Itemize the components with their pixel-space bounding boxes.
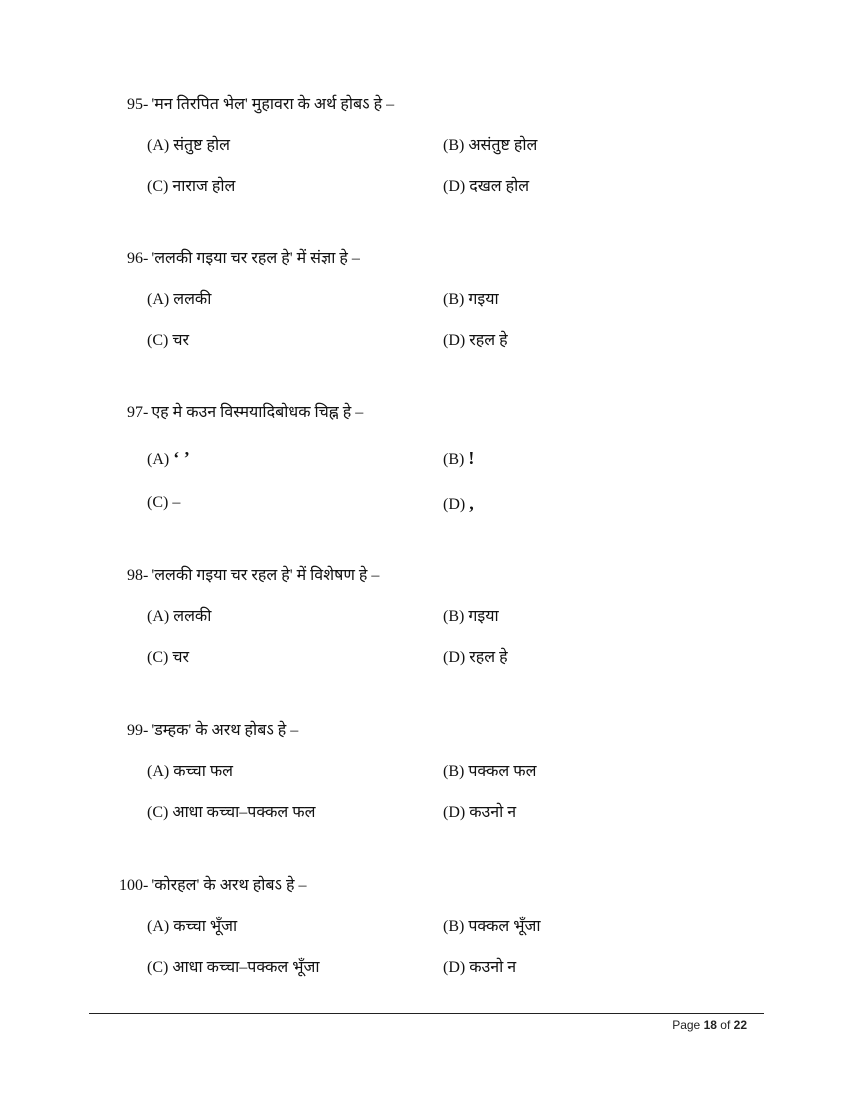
comma-symbol: , <box>469 493 474 513</box>
question-number: 98- <box>127 567 149 584</box>
question-stem <box>127 565 379 587</box>
page-label: Page <box>672 1018 701 1032</box>
option-label: (D) <box>443 332 466 349</box>
option-text: गइया <box>468 291 499 308</box>
option-c <box>147 492 180 514</box>
quote-marks-symbol: ‘ ’ <box>173 448 190 468</box>
question-98 <box>0 565 850 685</box>
question-text: एह मे कउन विस्मयादिबोधक चिह्न हे – <box>151 404 364 421</box>
question-text: 'डम्हक' के अरथ होबऽ हे – <box>151 722 299 739</box>
page-separator: of <box>720 1018 731 1032</box>
question-text: 'मन तिरपित भेल' मुहावरा के अर्थ होबऽ हे – <box>151 96 395 113</box>
option-label: (C) <box>147 178 169 195</box>
option-label: (C) <box>147 494 169 511</box>
option-d <box>443 492 474 516</box>
question-number: 96- <box>127 250 149 267</box>
option-b <box>443 135 537 157</box>
option-text: दखल होल <box>469 178 530 195</box>
option-b <box>443 289 499 311</box>
option-label: (A) <box>147 451 170 468</box>
question-97 <box>0 402 850 522</box>
option-text: संतुष्ट होल <box>173 137 230 154</box>
option-d <box>443 647 508 669</box>
question-number: 99- <box>127 722 149 739</box>
question-96 <box>0 248 850 368</box>
option-label: (A) <box>147 291 170 308</box>
option-text: असंतुष्ट होल <box>468 137 538 154</box>
question-text: 'ललकी गइया चर रहल हे' में संज्ञा हे – <box>151 250 360 267</box>
option-text: कउनो न <box>469 959 517 976</box>
option-label: (B) <box>443 918 465 935</box>
question-stem <box>119 875 306 897</box>
total-pages: 22 <box>733 1018 747 1032</box>
question-text: 'ललकी गइया चर रहल हे' में विशेषण हे – <box>151 567 380 584</box>
question-stem <box>127 94 394 116</box>
option-text: गइया <box>468 608 499 625</box>
option-c <box>147 957 320 979</box>
option-label: (B) <box>443 137 465 154</box>
option-a <box>147 289 211 311</box>
option-d <box>443 330 508 352</box>
option-d <box>443 957 516 979</box>
option-text: चर <box>172 649 190 666</box>
option-c <box>147 802 315 824</box>
option-c <box>147 330 189 352</box>
page-number-footer <box>672 1017 747 1033</box>
option-label: (B) <box>443 291 465 308</box>
question-number: 95- <box>127 96 149 113</box>
option-label: (D) <box>443 649 466 666</box>
option-a <box>147 606 211 628</box>
option-b <box>443 447 474 471</box>
option-b <box>443 761 536 783</box>
option-text: पक्कल भूँजा <box>468 918 541 935</box>
option-text: कउनो न <box>469 804 517 821</box>
option-text: आधा कच्चा–पक्कल भूँजा <box>172 959 320 976</box>
option-label: (C) <box>147 649 169 666</box>
current-page: 18 <box>703 1018 717 1032</box>
option-text: ललकी <box>173 608 212 625</box>
question-95 <box>0 94 850 214</box>
question-stem <box>127 720 298 742</box>
option-text: कच्चा भूँजा <box>173 918 238 935</box>
option-text: रहल हे <box>469 649 508 666</box>
option-a <box>147 447 190 471</box>
question-stem <box>127 402 363 424</box>
dash-symbol: – <box>172 494 181 511</box>
question-100 <box>0 875 850 995</box>
option-text: नाराज होल <box>172 178 236 195</box>
option-label: (B) <box>443 608 465 625</box>
option-text: रहल हे <box>469 332 508 349</box>
option-label: (C) <box>147 804 169 821</box>
option-c <box>147 647 189 669</box>
option-text: चर <box>172 332 190 349</box>
question-number: 97- <box>127 404 149 421</box>
question-99 <box>0 720 850 840</box>
option-b <box>443 916 541 938</box>
option-label: (C) <box>147 332 169 349</box>
option-label: (A) <box>147 763 170 780</box>
option-label: (B) <box>443 763 465 780</box>
option-text: ललकी <box>173 291 212 308</box>
option-text: पक्कल फल <box>468 763 537 780</box>
option-d <box>443 802 516 824</box>
question-stem <box>127 248 360 270</box>
option-a <box>147 761 233 783</box>
option-label: (B) <box>443 451 465 468</box>
footer-divider <box>89 1013 764 1014</box>
option-label: (D) <box>443 178 466 195</box>
option-label: (C) <box>147 959 169 976</box>
option-a <box>147 916 237 938</box>
option-label: (D) <box>443 959 466 976</box>
option-label: (D) <box>443 804 466 821</box>
exclamation-symbol: ! <box>468 448 475 468</box>
option-a <box>147 135 230 157</box>
option-text: आधा कच्चा–पक्कल फल <box>172 804 316 821</box>
option-label: (A) <box>147 137 170 154</box>
question-text: 'कोरहल' के अरथ होबऽ हे – <box>151 877 307 894</box>
option-c <box>147 176 235 198</box>
option-d <box>443 176 529 198</box>
question-number: 100- <box>119 877 149 894</box>
option-label: (A) <box>147 918 170 935</box>
option-label: (A) <box>147 608 170 625</box>
option-text: कच्चा फल <box>173 763 234 780</box>
option-b <box>443 606 499 628</box>
option-label: (D) <box>443 496 466 513</box>
